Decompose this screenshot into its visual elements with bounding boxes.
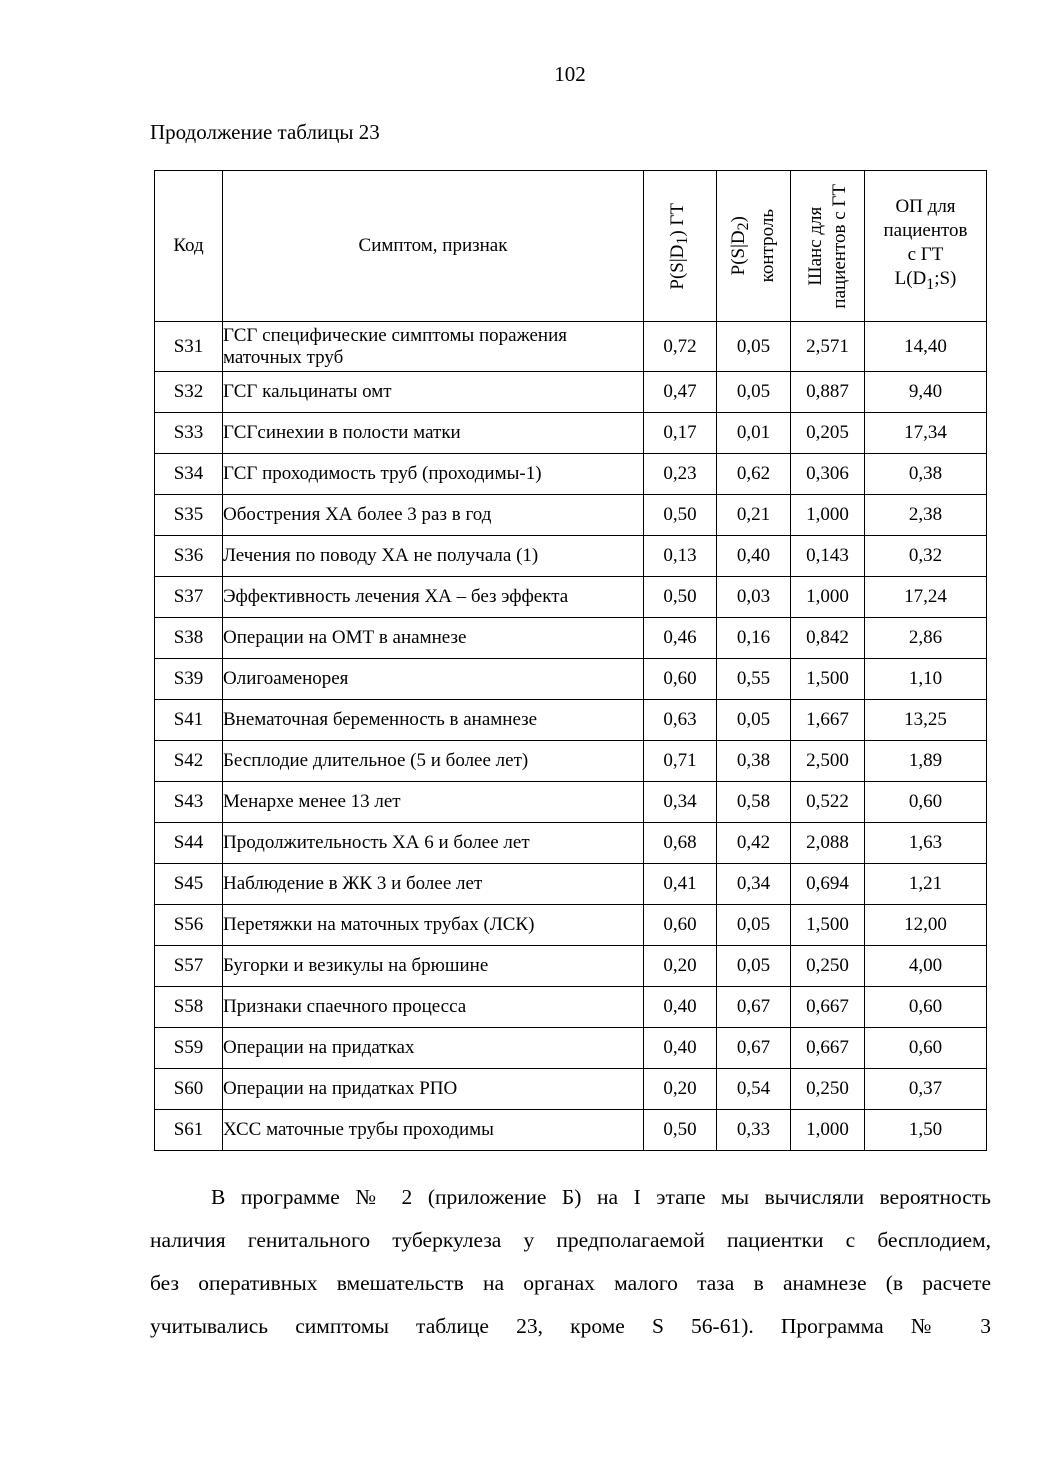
row-code: S61 — [155, 1110, 223, 1151]
row-op: 17,24 — [865, 577, 987, 618]
row-p1: 0,34 — [644, 782, 717, 823]
header-op — [865, 171, 987, 322]
row-op: 0,37 — [865, 1069, 987, 1110]
table-header-row — [155, 171, 987, 322]
table-row — [155, 782, 987, 823]
row-p2: 0,05 — [717, 322, 791, 372]
row-p2: 0,54 — [717, 1069, 791, 1110]
row-symptom: Операции на ОМТ в анамнезе — [223, 618, 644, 659]
row-p1: 0,50 — [644, 495, 717, 536]
row-symptom: Бугорки и везикулы на брюшине — [223, 946, 644, 987]
row-code: S33 — [155, 413, 223, 454]
header-odds-line1: Шанс для — [804, 206, 826, 286]
table-row — [155, 577, 987, 618]
header-p2-text: P(S|D — [728, 230, 750, 276]
table-row — [155, 322, 987, 372]
row-p1: 0,41 — [644, 864, 717, 905]
row-code: S44 — [155, 823, 223, 864]
page-number: 102 — [554, 62, 586, 86]
row-odds: 0,522 — [791, 782, 865, 823]
row-symptom: Операции на придатках РПО — [223, 1069, 644, 1110]
row-op: 1,63 — [865, 823, 987, 864]
row-code: S57 — [155, 946, 223, 987]
row-odds: 0,250 — [791, 1069, 865, 1110]
paragraph-line: В программе № 2 (приложение Б) на I этапе мы вычисляли вероятность — [211, 1185, 991, 1209]
row-op: 0,32 — [865, 536, 987, 577]
row-symptom: Менархе менее 13 лет — [223, 782, 644, 823]
header-code: Код — [155, 171, 223, 322]
row-p1: 0,50 — [644, 577, 717, 618]
row-p2: 0,01 — [717, 413, 791, 454]
table-row — [155, 1028, 987, 1069]
row-symptom: Эффективность лечения ХА – без эффекта — [223, 577, 644, 618]
row-odds: 1,667 — [791, 700, 865, 741]
row-odds: 1,000 — [791, 1110, 865, 1151]
row-symptom: Внематочная беременность в анамнезе — [223, 700, 644, 741]
row-symptom: ГСГ проходимость труб (проходимы-1) — [223, 454, 644, 495]
row-p1: 0,60 — [644, 659, 717, 700]
row-p2: 0,62 — [717, 454, 791, 495]
table-row — [155, 987, 987, 1028]
row-odds: 0,842 — [791, 618, 865, 659]
table-row — [155, 905, 987, 946]
row-p1: 0,20 — [644, 1069, 717, 1110]
row-p2: 0,05 — [717, 372, 791, 413]
row-op: 0,60 — [865, 1028, 987, 1069]
paragraph-line: без оперативных вмешательств на органах малого таза в анамнезе (в расчете — [150, 1271, 991, 1295]
row-symptom: ХСС маточные трубы проходимы — [223, 1110, 644, 1151]
table-row — [155, 372, 987, 413]
row-p1: 0,46 — [644, 618, 717, 659]
header-op-line2: пациентов — [883, 220, 968, 242]
header-p2 — [717, 171, 791, 322]
row-p2: 0,67 — [717, 987, 791, 1028]
row-op: 12,00 — [865, 905, 987, 946]
row-symptom: Признаки спаечного процесса — [223, 987, 644, 1028]
row-p1: 0,23 — [644, 454, 717, 495]
row-op: 0,60 — [865, 782, 987, 823]
row-code: S45 — [155, 864, 223, 905]
row-p1: 0,72 — [644, 322, 717, 372]
header-op-formula — [865, 267, 986, 297]
row-p2: 0,05 — [717, 700, 791, 741]
row-p1: 0,40 — [644, 1028, 717, 1069]
row-odds: 0,887 — [791, 372, 865, 413]
header-p1-sub: 1 — [673, 236, 691, 245]
header-p1-text: P(S|D — [666, 244, 688, 290]
row-op: 2,86 — [865, 618, 987, 659]
row-symptom: Перетяжки на маточных трубах (ЛСК) — [223, 905, 644, 946]
row-op: 9,40 — [865, 372, 987, 413]
header-p1 — [644, 171, 717, 322]
table-row — [155, 536, 987, 577]
table-row — [155, 413, 987, 454]
row-code: S38 — [155, 618, 223, 659]
row-code: S31 — [155, 322, 223, 372]
row-p1: 0,50 — [644, 1110, 717, 1151]
row-odds: 1,500 — [791, 905, 865, 946]
row-op: 17,34 — [865, 413, 987, 454]
row-p2: 0,40 — [717, 536, 791, 577]
row-symptom: Олигоаменорея — [223, 659, 644, 700]
row-code: S43 — [155, 782, 223, 823]
row-p2: 0,34 — [717, 864, 791, 905]
row-odds: 2,571 — [791, 322, 865, 372]
row-code: S60 — [155, 1069, 223, 1110]
row-code: S58 — [155, 987, 223, 1028]
row-code: S36 — [155, 536, 223, 577]
row-code: S32 — [155, 372, 223, 413]
body-paragraph — [150, 1176, 991, 1348]
row-op: 2,38 — [865, 495, 987, 536]
row-odds: 0,306 — [791, 454, 865, 495]
row-op: 1,50 — [865, 1110, 987, 1151]
header-op-formula-tail: ;S) — [934, 268, 957, 290]
row-odds: 1,500 — [791, 659, 865, 700]
table-row — [155, 700, 987, 741]
row-p2: 0,58 — [717, 782, 791, 823]
header-p2-tail: ) — [728, 216, 750, 223]
row-p1: 0,68 — [644, 823, 717, 864]
row-odds: 0,667 — [791, 987, 865, 1028]
row-symptom: ГСГсинехии в полости матки — [223, 413, 644, 454]
row-p1: 0,17 — [644, 413, 717, 454]
row-code: S56 — [155, 905, 223, 946]
row-symptom: Лечения по поводу ХА не получала (1) — [223, 536, 644, 577]
paragraph-line: учитывались симптомы таблице 23, кроме S 56-61). Программа № 3 — [150, 1314, 991, 1338]
row-code: S59 — [155, 1028, 223, 1069]
symptom-table — [154, 170, 987, 1151]
header-odds — [791, 171, 865, 322]
row-p2: 0,38 — [717, 741, 791, 782]
row-odds: 0,143 — [791, 536, 865, 577]
header-op-formula-sub: 1 — [926, 275, 935, 293]
row-symptom: Наблюдение в ЖК 3 и более лет — [223, 864, 644, 905]
row-p2: 0,16 — [717, 618, 791, 659]
table-row — [155, 864, 987, 905]
header-op-line3: с ГТ — [907, 244, 944, 266]
header-p2-sub: 2 — [734, 222, 752, 231]
row-odds: 0,250 — [791, 946, 865, 987]
row-p2: 0,33 — [717, 1110, 791, 1151]
table-row — [155, 741, 987, 782]
row-symptom: ГСГ кальцинаты омт — [223, 372, 644, 413]
table-row — [155, 659, 987, 700]
row-odds: 0,694 — [791, 864, 865, 905]
table-row — [155, 1110, 987, 1151]
row-op: 0,60 — [865, 987, 987, 1028]
row-p2: 0,67 — [717, 1028, 791, 1069]
row-p1: 0,20 — [644, 946, 717, 987]
row-op: 0,38 — [865, 454, 987, 495]
row-code: S42 — [155, 741, 223, 782]
header-p1-tail: ) ГТ — [666, 202, 688, 237]
row-odds: 0,667 — [791, 1028, 865, 1069]
row-op: 14,40 — [865, 322, 987, 372]
table-row — [155, 454, 987, 495]
row-symptom: Бесплодие длительное (5 и более лет) — [223, 741, 644, 782]
row-code: S41 — [155, 700, 223, 741]
row-symptom: Продолжительность ХА 6 и более лет — [223, 823, 644, 864]
row-symptom: ГСГ специфические симптомы поражения маточных труб — [223, 322, 644, 372]
table-row — [155, 823, 987, 864]
row-odds: 1,000 — [791, 577, 865, 618]
row-symptom: Обострения ХА более 3 раз в год — [223, 495, 644, 536]
row-p1: 0,71 — [644, 741, 717, 782]
row-p1: 0,40 — [644, 987, 717, 1028]
row-code: S35 — [155, 495, 223, 536]
row-p2: 0,55 — [717, 659, 791, 700]
table-row — [155, 946, 987, 987]
header-p2-line2: контроль — [756, 209, 778, 283]
row-odds: 2,500 — [791, 741, 865, 782]
header-op-formula-text: L(D — [894, 268, 927, 290]
row-op: 1,10 — [865, 659, 987, 700]
header-odds-line2: пациентов с ГТ — [828, 183, 850, 309]
row-p2: 0,05 — [717, 905, 791, 946]
row-op: 1,21 — [865, 864, 987, 905]
row-op: 1,89 — [865, 741, 987, 782]
table-row — [155, 495, 987, 536]
row-op: 4,00 — [865, 946, 987, 987]
row-p2: 0,21 — [717, 495, 791, 536]
row-op: 13,25 — [865, 700, 987, 741]
row-odds: 2,088 — [791, 823, 865, 864]
header-op-line1: ОП для — [895, 196, 956, 218]
row-code: S39 — [155, 659, 223, 700]
row-p2: 0,05 — [717, 946, 791, 987]
header-symptom: Симптом, признак — [223, 171, 644, 322]
row-p2: 0,42 — [717, 823, 791, 864]
row-odds: 0,205 — [791, 413, 865, 454]
row-p2: 0,03 — [717, 577, 791, 618]
row-p1: 0,47 — [644, 372, 717, 413]
paragraph-line: наличия генитального туберкулеза у предполагаемой пациентки с бесплодием, — [150, 1228, 991, 1252]
row-p1: 0,63 — [644, 700, 717, 741]
row-p1: 0,13 — [644, 536, 717, 577]
row-code: S34 — [155, 454, 223, 495]
table-body — [155, 322, 987, 1151]
row-odds: 1,000 — [791, 495, 865, 536]
row-p1: 0,60 — [644, 905, 717, 946]
row-code: S37 — [155, 577, 223, 618]
table-row — [155, 1069, 987, 1110]
table-caption: Продолжение таблицы 23 — [150, 120, 380, 144]
table-row — [155, 618, 987, 659]
row-symptom: Операции на придатках — [223, 1028, 644, 1069]
